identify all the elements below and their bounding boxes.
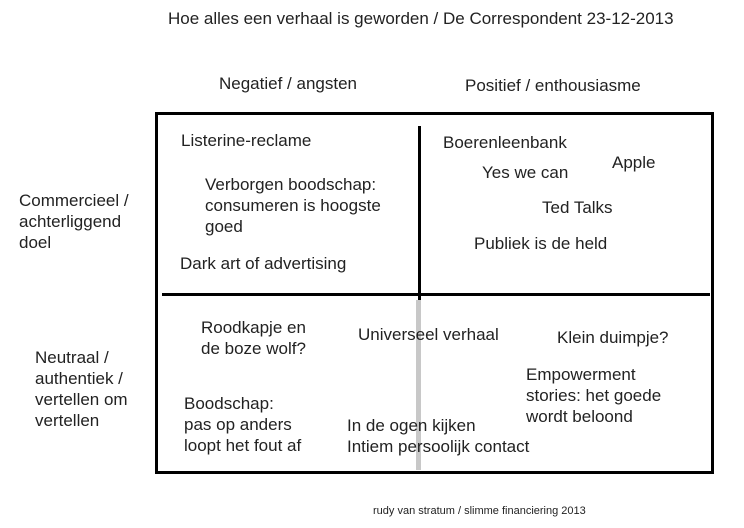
item-apple: Apple xyxy=(612,153,656,172)
item-listerine: Listerine-reclame xyxy=(181,131,312,150)
item-rabobank: Boerenleenbank xyxy=(443,133,567,152)
item-dark-art: Dark art of advertising xyxy=(180,254,347,273)
credit-line: rudy van stratum / slimme financiering 2013 xyxy=(373,505,586,517)
item-tom-thumb: Klein duimpje? xyxy=(557,328,669,347)
item-yes-we-can: Yes we can xyxy=(482,163,569,182)
item-universal-story: Universeel verhaal xyxy=(358,325,499,344)
vertical-divider xyxy=(418,126,421,306)
row-header-commercial: Commercieel / achterliggend doel xyxy=(19,191,129,252)
item-message: Boodschap: pas op anders loopt het fout af xyxy=(184,394,302,455)
row-header-neutral: Neutraal / authentiek / vertellen om vertellen xyxy=(35,348,128,430)
column-header-negative: Negatief / angsten xyxy=(219,74,357,93)
item-eye-contact: In de ogen kijken Intiem persoolijk contact xyxy=(347,416,530,456)
horizontal-divider xyxy=(162,293,710,296)
column-header-positive: Positief / enthousiasme xyxy=(465,76,641,95)
item-audience-hero: Publiek is de held xyxy=(474,234,608,253)
diagram-title: Hoe alles een verhaal is geworden / De Correspondent 23-12-2013 xyxy=(168,9,674,28)
item-empowerment: Empowerment stories: het goede wordt beloond xyxy=(526,365,662,426)
item-ted-talks: Ted Talks xyxy=(542,198,613,217)
item-hidden-message: Verborgen boodschap: consumeren is hoogste goed xyxy=(205,175,381,236)
item-red-riding-hood: Roodkapje en de boze wolf? xyxy=(201,318,306,358)
